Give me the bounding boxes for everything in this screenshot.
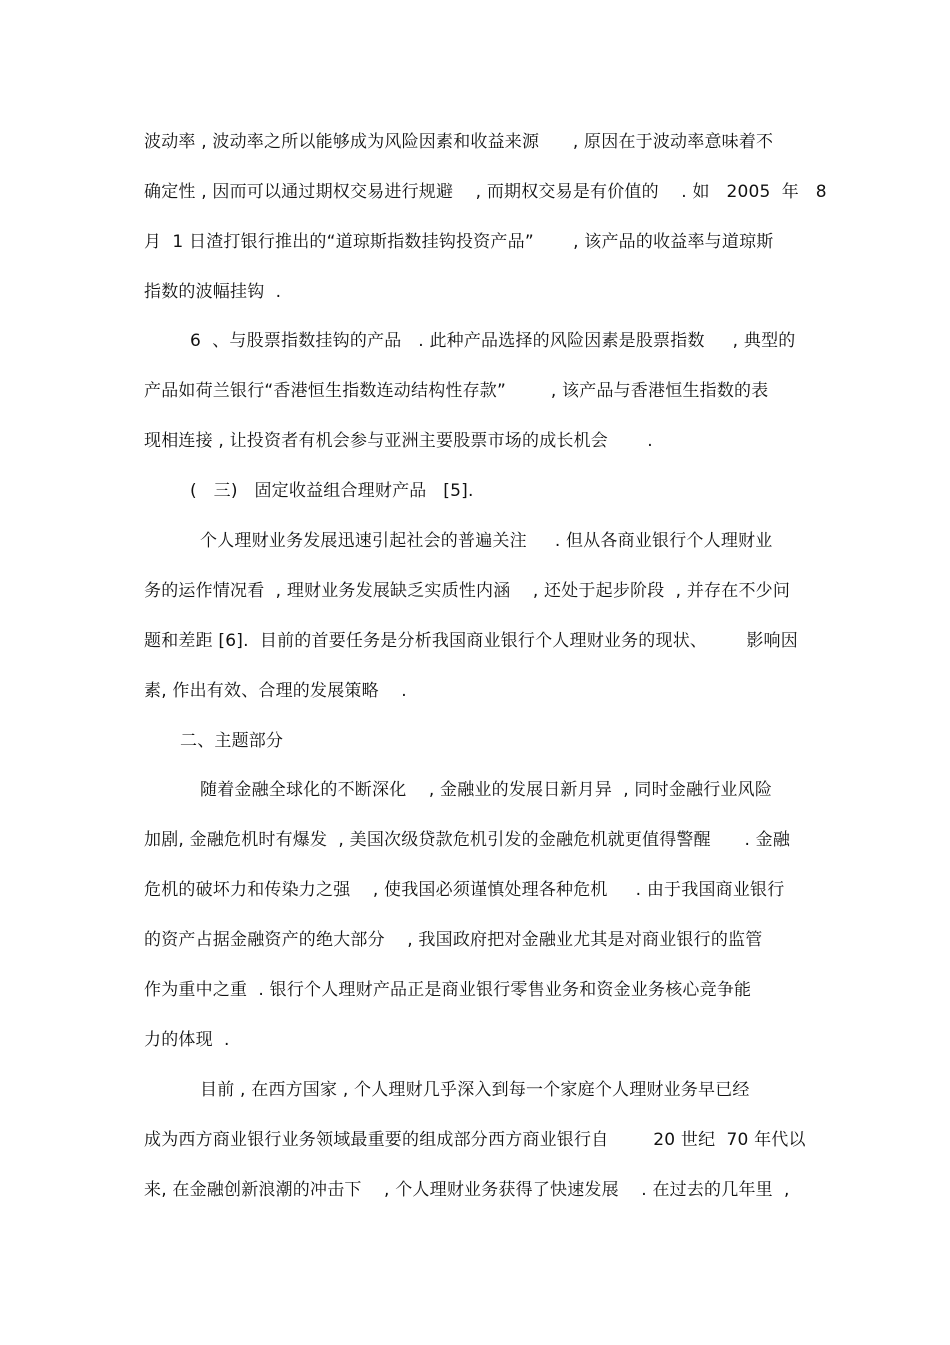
text-line: 作为重中之重 . 银行个人理财产品正是商业银行零售业务和资金业务核心竞争能 — [144, 980, 752, 1000]
text-line: 题和差距 [6]. 目前的首要任务是分析我国商业银行个人理财业务的现状、 影响因 — [144, 631, 798, 651]
text-line: 成为西方商业银行业务领域最重要的组成部分西方商业银行自 20 世纪 70 年代以 — [144, 1130, 806, 1150]
text-line: 个人理财业务发展迅速引起社会的普遍关注 . 但从各商业银行个人理财业 — [200, 531, 773, 551]
text-line: 素, 作出有效、合理的发展策略 . — [144, 681, 407, 701]
text-line: 确定性 , 因而可以通过期权交易进行规避 , 而期权交易是有价值的 . 如 2005 年 8 — [144, 182, 827, 202]
text-line: 来, 在金融创新浪潮的冲击下 , 个人理财业务获得了快速发展 . 在过去的几年里 , — [144, 1180, 790, 1200]
text-line: 加剧, 金融危机时有爆发 , 美国次级贷款危机引发的金融危机就更值得警醒 . 金融 — [144, 830, 791, 850]
text-line: 力的体现 . — [144, 1030, 230, 1050]
text-line: 随着金融全球化的不断深化 , 金融业的发展日新月异 , 同时金融行业风险 — [200, 780, 773, 800]
text-line: 现相连接 , 让投资者有机会参与亚洲主要股票市场的成长机会 . — [144, 431, 653, 451]
section-heading: 二、主题部分 — [180, 731, 284, 751]
text-line: 6 、与股票指数挂钩的产品 . 此种产品选择的风险因素是股票指数 , 典型的 — [190, 331, 796, 351]
text-line: 务的运作情况看 , 理财业务发展缺乏实质性内涵 , 还处于起步阶段 , 并存在不少问 — [144, 581, 791, 601]
text-line: 产品如荷兰银行“香港恒生指数连动结构性存款” , 该产品与香港恒生指数的表 — [144, 381, 769, 401]
text-line: 目前 , 在西方国家 , 个人理财几乎深入到每一个家庭个人理财业务早已经 — [200, 1080, 750, 1100]
text-line: 指数的波幅挂钩 . — [144, 282, 282, 302]
text-line: 的资产占据金融资产的绝大部分 , 我国政府把对金融业尤其是对商业银行的监管 — [144, 930, 763, 950]
text-line: 危机的破坏力和传染力之强 , 使我国必须谨慎处理各种危机 . 由于我国商业银行 — [144, 880, 785, 900]
text-line: 波动率 , 波动率之所以能够成为风险因素和收益来源 , 原因在于波动率意味着不 — [144, 132, 774, 152]
section-heading: ( 三) 固定收益组合理财产品 [5]. — [190, 481, 474, 501]
text-line: 月 1 日渣打银行推出的“道琼斯指数挂钩投资产品” , 该产品的收益率与道琼斯 — [144, 232, 774, 252]
